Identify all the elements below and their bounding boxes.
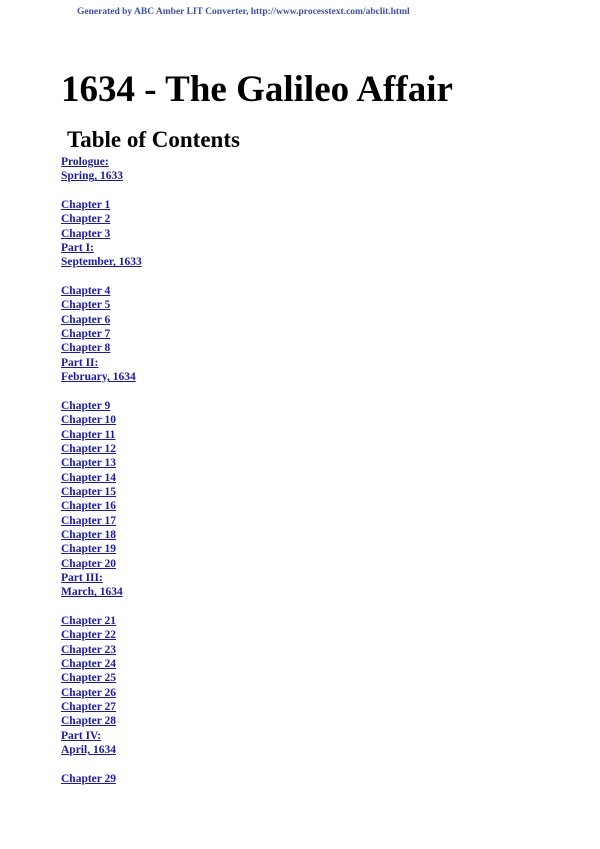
toc-entry <box>61 585 142 599</box>
toc-entry <box>61 399 142 413</box>
toc-entry <box>61 341 142 355</box>
toc-entry <box>61 772 142 786</box>
toc-link[interactable]: Chapter 20 <box>61 557 117 570</box>
toc-entry <box>61 571 142 585</box>
toc-entry <box>61 471 142 485</box>
toc-link[interactable]: Chapter 25 <box>61 672 117 685</box>
toc-entry <box>61 298 142 312</box>
toc-link[interactable]: Spring, 1633 <box>61 170 123 183</box>
toc-link[interactable]: Chapter 27 <box>61 701 117 714</box>
toc-entry <box>61 456 142 470</box>
toc-entry <box>61 700 142 714</box>
toc-link[interactable]: Chapter 8 <box>61 342 111 355</box>
toc-link[interactable]: Chapter 3 <box>61 227 111 240</box>
toc-entry <box>61 169 142 183</box>
toc-link[interactable]: Chapter 5 <box>61 299 111 312</box>
toc-link[interactable]: Chapter 28 <box>61 715 117 728</box>
toc-link[interactable]: Chapter 1 <box>61 199 111 212</box>
toc-spacer <box>61 757 142 771</box>
toc-link[interactable]: Chapter 17 <box>61 514 117 527</box>
toc-link[interactable]: Chapter 6 <box>61 313 111 326</box>
toc-link[interactable]: February, 1634 <box>61 371 136 384</box>
toc-entry <box>61 428 142 442</box>
toc-entry <box>61 413 142 427</box>
toc-entry <box>61 155 142 169</box>
toc-spacer <box>61 600 142 614</box>
toc-link[interactable]: Chapter 26 <box>61 686 117 699</box>
toc-entry <box>61 198 142 212</box>
toc-link[interactable]: Part III: <box>61 571 103 584</box>
toc-entry <box>61 356 142 370</box>
toc-entry <box>61 255 142 269</box>
toc-link[interactable]: Chapter 13 <box>61 457 117 470</box>
toc-link[interactable]: Prologue: <box>61 156 109 168</box>
toc-link[interactable]: Part IV: <box>61 729 102 742</box>
toc-entry <box>61 743 142 757</box>
toc-entry <box>61 514 142 528</box>
toc-entry <box>61 657 142 671</box>
toc-entry <box>61 442 142 456</box>
toc-link[interactable]: September, 1633 <box>61 256 142 269</box>
toc-entry <box>61 212 142 226</box>
toc-entry <box>61 628 142 642</box>
toc-entry <box>61 542 142 556</box>
toc-link[interactable]: Chapter 22 <box>61 629 117 642</box>
toc-link[interactable]: Chapter 9 <box>61 399 111 412</box>
toc-link[interactable]: Chapter 2 <box>61 213 111 226</box>
toc-link[interactable]: Chapter 18 <box>61 528 117 541</box>
toc-entry <box>61 557 142 571</box>
toc-entry <box>61 485 142 499</box>
toc-spacer <box>61 184 142 198</box>
toc-link[interactable]: Chapter 24 <box>61 658 117 671</box>
toc-link[interactable]: April, 1634 <box>61 744 116 757</box>
toc-link[interactable]: Chapter 4 <box>61 285 111 298</box>
table-of-contents <box>61 155 142 786</box>
toc-entry <box>61 671 142 685</box>
toc-entry <box>61 227 142 241</box>
toc-spacer <box>61 385 142 399</box>
toc-link[interactable]: Part II: <box>61 356 99 369</box>
toc-heading: Table of Contents <box>67 127 240 152</box>
toc-link[interactable]: Chapter 11 <box>61 428 116 441</box>
toc-link[interactable]: Chapter 16 <box>61 500 117 513</box>
toc-entry <box>61 370 142 384</box>
book-title: 1634 - The Galileo Affair <box>61 69 453 110</box>
toc-link[interactable]: Chapter 10 <box>61 414 117 427</box>
toc-spacer <box>61 270 142 284</box>
toc-link[interactable]: Chapter 14 <box>61 471 117 484</box>
toc-entry <box>61 729 142 743</box>
toc-entry <box>61 686 142 700</box>
toc-link[interactable]: Chapter 12 <box>61 442 117 455</box>
toc-entry <box>61 241 142 255</box>
toc-entry <box>61 528 142 542</box>
toc-entry <box>61 714 142 728</box>
toc-link[interactable]: Chapter 15 <box>61 485 117 498</box>
toc-entry <box>61 643 142 657</box>
toc-entry <box>61 614 142 628</box>
toc-link[interactable]: Chapter 29 <box>61 772 117 785</box>
toc-link[interactable]: Chapter 19 <box>61 543 117 556</box>
toc-entry <box>61 313 142 327</box>
toc-link[interactable]: Chapter 21 <box>61 615 117 627</box>
toc-link[interactable]: Chapter 23 <box>61 643 117 656</box>
generator-note: Generated by ABC Amber LIT Converter, http://www.processtext.com/abclit.html <box>77 7 410 17</box>
toc-link[interactable]: March, 1634 <box>61 586 123 599</box>
toc-entry <box>61 499 142 513</box>
toc-link[interactable]: Part I: <box>61 242 94 255</box>
toc-entry <box>61 327 142 341</box>
toc-entry <box>61 284 142 298</box>
toc-link[interactable]: Chapter 7 <box>61 328 111 341</box>
